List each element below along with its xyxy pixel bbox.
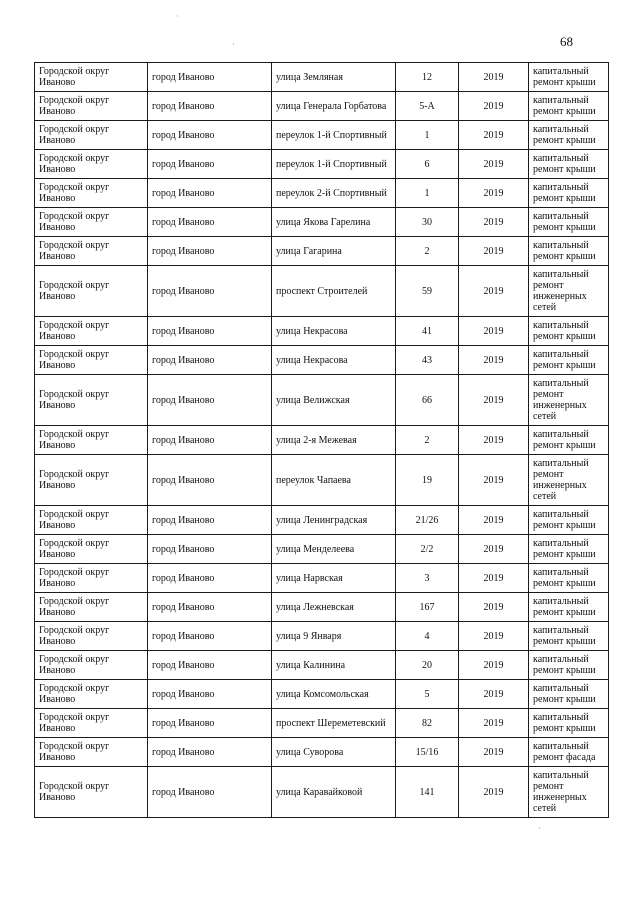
street-cell: улица Суворова [272, 738, 396, 767]
work-type-cell: капитальный ремонт крыши [529, 622, 609, 651]
table-row [35, 593, 609, 622]
house-cell: 41 [396, 317, 459, 346]
street-cell: переулок Чапаева [272, 455, 396, 506]
house-cell: 66 [396, 375, 459, 426]
year-cell: 2019 [459, 150, 529, 179]
house-cell: 5 [396, 680, 459, 709]
work-type-cell: капитальный ремонт крыши [529, 593, 609, 622]
work-type-cell: капитальный ремонт крыши [529, 237, 609, 266]
house-cell: 5-А [396, 92, 459, 121]
table-row [35, 121, 609, 150]
house-cell: 15/16 [396, 738, 459, 767]
table-row [35, 208, 609, 237]
city-cell: город Иваново [148, 121, 272, 150]
city-cell: город Иваново [148, 622, 272, 651]
city-cell: город Иваново [148, 593, 272, 622]
page-number: 68 [560, 34, 573, 49]
okrug-cell: Городской округ Иваново [35, 455, 148, 506]
year-cell: 2019 [459, 426, 529, 455]
okrug-cell: Городской округ Иваново [35, 767, 148, 818]
table-row [35, 564, 609, 593]
street-cell: улица Велижская [272, 375, 396, 426]
okrug-cell: Городской округ Иваново [35, 535, 148, 564]
okrug-cell: Городской округ Иваново [35, 426, 148, 455]
work-type-cell: капитальный ремонт инженерных сетей [529, 767, 609, 818]
table-row [35, 651, 609, 680]
table-row [35, 346, 609, 375]
year-cell: 2019 [459, 317, 529, 346]
work-type-cell: капитальный ремонт крыши [529, 63, 609, 92]
table-row [35, 709, 609, 738]
house-cell: 30 [396, 208, 459, 237]
okrug-cell: Городской округ Иваново [35, 63, 148, 92]
house-cell: 12 [396, 63, 459, 92]
city-cell: город Иваново [148, 317, 272, 346]
okrug-cell: Городской округ Иваново [35, 208, 148, 237]
city-cell: город Иваново [148, 179, 272, 208]
street-cell: переулок 1-й Спортивный [272, 150, 396, 179]
house-cell: 21/26 [396, 506, 459, 535]
year-cell: 2019 [459, 651, 529, 680]
okrug-cell: Городской округ Иваново [35, 121, 148, 150]
street-cell: переулок 2-й Спортивный [272, 179, 396, 208]
table-row [35, 63, 609, 92]
okrug-cell: Городской округ Иваново [35, 593, 148, 622]
work-type-cell: капитальный ремонт крыши [529, 680, 609, 709]
table-row [35, 426, 609, 455]
city-cell: город Иваново [148, 564, 272, 593]
table-row [35, 680, 609, 709]
okrug-cell: Городской округ Иваново [35, 92, 148, 121]
house-cell: 43 [396, 346, 459, 375]
table-row [35, 455, 609, 506]
table-row [35, 92, 609, 121]
house-cell: 2 [396, 237, 459, 266]
house-cell: 59 [396, 266, 459, 317]
year-cell: 2019 [459, 208, 529, 237]
street-cell: улица Гагарина [272, 237, 396, 266]
year-cell: 2019 [459, 564, 529, 593]
work-type-cell: капитальный ремонт крыши [529, 179, 609, 208]
house-cell: 141 [396, 767, 459, 818]
repair-program-table [34, 62, 609, 818]
work-type-cell: капитальный ремонт крыши [529, 346, 609, 375]
work-type-cell: капитальный ремонт крыши [529, 651, 609, 680]
okrug-cell: Городской округ Иваново [35, 179, 148, 208]
work-type-cell: капитальный ремонт инженерных сетей [529, 375, 609, 426]
year-cell: 2019 [459, 121, 529, 150]
okrug-cell: Городской округ Иваново [35, 346, 148, 375]
work-type-cell: капитальный ремонт крыши [529, 121, 609, 150]
house-cell: 3 [396, 564, 459, 593]
work-type-cell: капитальный ремонт крыши [529, 506, 609, 535]
okrug-cell: Городской округ Иваново [35, 375, 148, 426]
city-cell: город Иваново [148, 738, 272, 767]
table-row [35, 375, 609, 426]
house-cell: 4 [396, 622, 459, 651]
city-cell: город Иваново [148, 208, 272, 237]
city-cell: город Иваново [148, 651, 272, 680]
city-cell: город Иваново [148, 346, 272, 375]
year-cell: 2019 [459, 622, 529, 651]
year-cell: 2019 [459, 709, 529, 738]
city-cell: город Иваново [148, 767, 272, 818]
house-cell: 19 [396, 455, 459, 506]
city-cell: город Иваново [148, 63, 272, 92]
table-row [35, 317, 609, 346]
year-cell: 2019 [459, 535, 529, 564]
work-type-cell: капитальный ремонт крыши [529, 564, 609, 593]
year-cell: 2019 [459, 455, 529, 506]
house-cell: 20 [396, 651, 459, 680]
table-row [35, 622, 609, 651]
okrug-cell: Городской округ Иваново [35, 651, 148, 680]
street-cell: улица Якова Гарелина [272, 208, 396, 237]
city-cell: город Иваново [148, 266, 272, 317]
table-row [35, 738, 609, 767]
work-type-cell: капитальный ремонт крыши [529, 92, 609, 121]
street-cell: улица Некрасова [272, 346, 396, 375]
work-type-cell: капитальный ремонт крыши [529, 535, 609, 564]
okrug-cell: Городской округ Иваново [35, 317, 148, 346]
work-type-cell: капитальный ремонт инженерных сетей [529, 266, 609, 317]
street-cell: улица Лежневская [272, 593, 396, 622]
house-cell: 82 [396, 709, 459, 738]
okrug-cell: Городской округ Иваново [35, 622, 148, 651]
year-cell: 2019 [459, 92, 529, 121]
city-cell: город Иваново [148, 709, 272, 738]
work-type-cell: капитальный ремонт крыши [529, 709, 609, 738]
city-cell: город Иваново [148, 455, 272, 506]
year-cell: 2019 [459, 680, 529, 709]
work-type-cell: капитальный ремонт фасада [529, 738, 609, 767]
table-row [35, 266, 609, 317]
street-cell: улица Комсомольская [272, 680, 396, 709]
city-cell: город Иваново [148, 506, 272, 535]
city-cell: город Иваново [148, 237, 272, 266]
work-type-cell: капитальный ремонт инженерных сетей [529, 455, 609, 506]
city-cell: город Иваново [148, 375, 272, 426]
year-cell: 2019 [459, 63, 529, 92]
work-type-cell: капитальный ремонт крыши [529, 150, 609, 179]
city-cell: город Иваново [148, 92, 272, 121]
street-cell: переулок 1-й Спортивный [272, 121, 396, 150]
okrug-cell: Городской округ Иваново [35, 738, 148, 767]
street-cell: улица Генерала Горбатова [272, 92, 396, 121]
street-cell: улица Каравайковой [272, 767, 396, 818]
okrug-cell: Городской округ Иваново [35, 709, 148, 738]
street-cell: проспект Шереметевский [272, 709, 396, 738]
street-cell: улица Менделеева [272, 535, 396, 564]
street-cell: улица Нарвская [272, 564, 396, 593]
table-row [35, 535, 609, 564]
street-cell: улица Калинина [272, 651, 396, 680]
city-cell: город Иваново [148, 680, 272, 709]
okrug-cell: Городской округ Иваново [35, 506, 148, 535]
table-row [35, 767, 609, 818]
city-cell: город Иваново [148, 426, 272, 455]
house-cell: 2 [396, 426, 459, 455]
okrug-cell: Городской округ Иваново [35, 680, 148, 709]
work-type-cell: капитальный ремонт крыши [529, 317, 609, 346]
scan-speck: · [232, 40, 235, 50]
table-row [35, 150, 609, 179]
year-cell: 2019 [459, 738, 529, 767]
year-cell: 2019 [459, 506, 529, 535]
house-cell: 167 [396, 593, 459, 622]
year-cell: 2019 [459, 179, 529, 208]
street-cell: улица Земляная [272, 63, 396, 92]
year-cell: 2019 [459, 767, 529, 818]
scan-speck: · [538, 824, 541, 834]
work-type-cell: капитальный ремонт крыши [529, 426, 609, 455]
year-cell: 2019 [459, 266, 529, 317]
street-cell: улица Некрасова [272, 317, 396, 346]
okrug-cell: Городской округ Иваново [35, 266, 148, 317]
street-cell: проспект Строителей [272, 266, 396, 317]
okrug-cell: Городской округ Иваново [35, 237, 148, 266]
okrug-cell: Городской округ Иваново [35, 564, 148, 593]
year-cell: 2019 [459, 346, 529, 375]
city-cell: город Иваново [148, 535, 272, 564]
house-cell: 1 [396, 121, 459, 150]
work-type-cell: капитальный ремонт крыши [529, 208, 609, 237]
okrug-cell: Городской округ Иваново [35, 150, 148, 179]
table-row [35, 179, 609, 208]
house-cell: 6 [396, 150, 459, 179]
street-cell: улица 2-я Межевая [272, 426, 396, 455]
year-cell: 2019 [459, 375, 529, 426]
street-cell: улица Ленинградская [272, 506, 396, 535]
city-cell: город Иваново [148, 150, 272, 179]
street-cell: улица 9 Января [272, 622, 396, 651]
table-row [35, 506, 609, 535]
house-cell: 1 [396, 179, 459, 208]
year-cell: 2019 [459, 237, 529, 266]
house-cell: 2/2 [396, 535, 459, 564]
table-row [35, 237, 609, 266]
year-cell: 2019 [459, 593, 529, 622]
scan-speck: · [176, 12, 179, 22]
